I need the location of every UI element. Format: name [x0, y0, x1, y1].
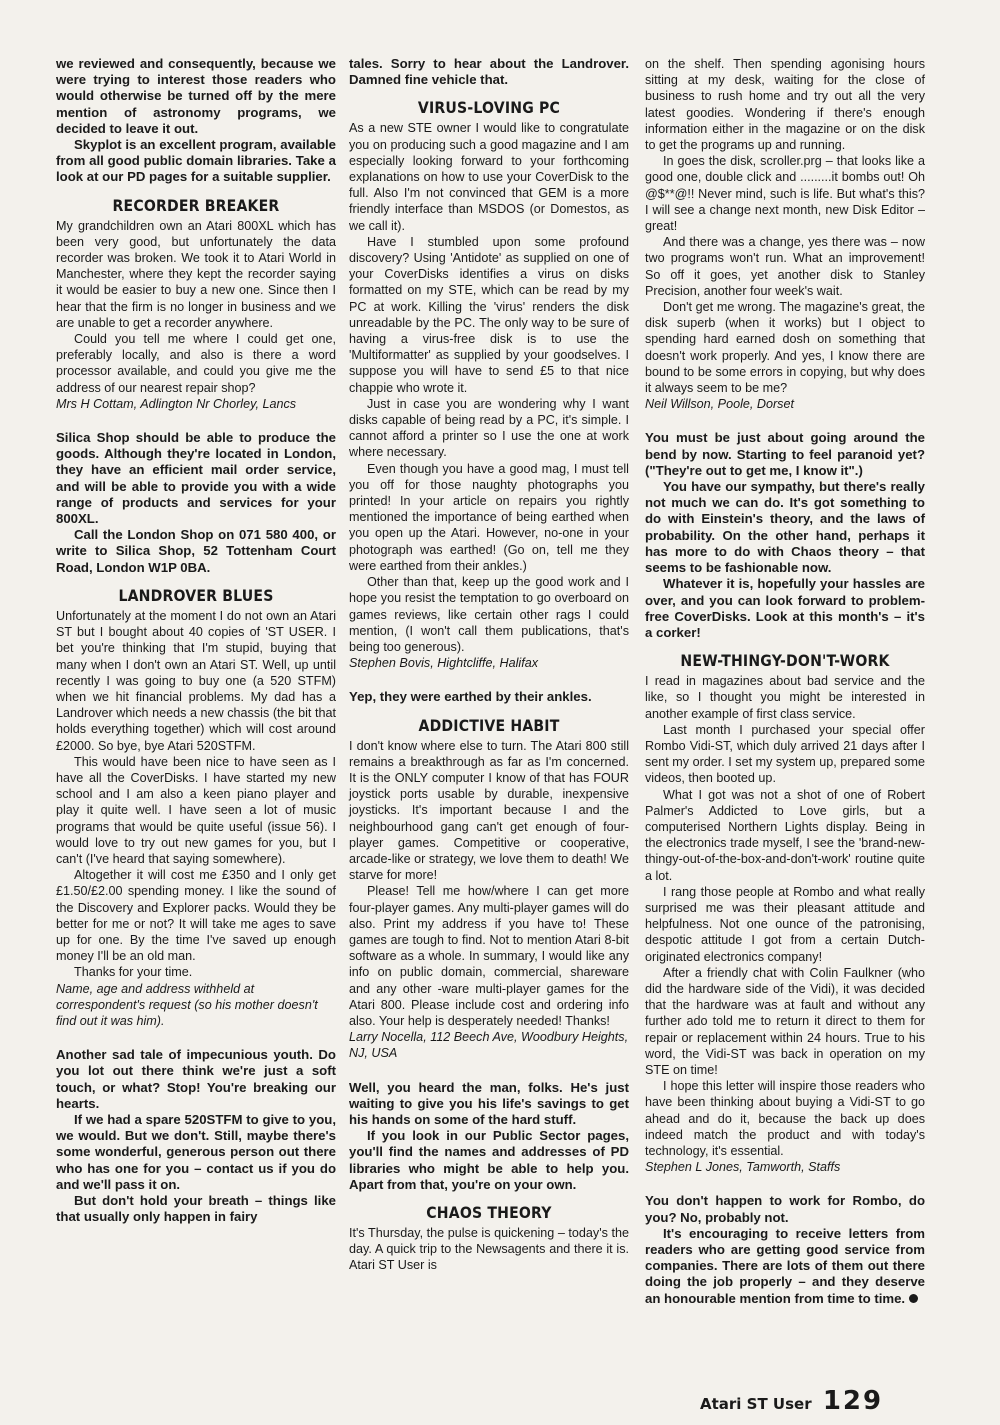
reply-text: Whatever it is, hopefully your hassles are over, and you can look forward to problem-free CoverDisks. Look at this month's – it's a corker!: [645, 576, 925, 640]
letter-text: As a new STE owner I would like to congratulate you on producing such a good magazine and I am especially looking forward to your forthcoming explanations on how to use your CoverDisk to the full. Also I'm not convinced that GEM is a more friendly interface than MSDOS (or Domestos, as we call it).: [349, 121, 629, 233]
letter-text: I read in magazines about bad service and the like, so I thought you might be interested in another example of first class service.: [645, 674, 925, 721]
letter-heading: VIRUS-LOVING PC: [417, 98, 561, 118]
letter-heading: NEW-THINGY-DON'T-WORK: [680, 651, 890, 671]
page-footer: [700, 1386, 883, 1416]
letter-signature: Neil Willson, Poole, Dorset: [645, 397, 794, 412]
letter-text: After a friendly chat with Colin Faulkner (who did the hardware side of the Vidi), it was decided that the hardware was at fault and without any further ado told me to return it direct to them for repair or replacement within 24 hours. True to his word, the Vidi-ST was back in operation on my STE on time!: [645, 965, 925, 1077]
letter-text: Other than that, keep up the good work and I hope you resist the temptation to go overboard on games reviews, like certain other rags I could mention, (I won't call them publications, that's being too generous).: [349, 575, 629, 654]
reply-text: Yep, they were earthed by their ankles.: [349, 689, 592, 705]
letter-text: Even though you have a good mag, I must tell you off for those naughty photographs you printed! In your article on repairs you rightly mentioned the importance of being earthed when you open up the Atari. However, no-one in your photograph was earthed! (Go on, tell me they were earthed from their ankles.): [349, 461, 629, 573]
letter-heading: LANDROVER BLUES: [118, 585, 274, 605]
reply-text: Silica Shop should be able to produce the goods. Although they're located in London, they have an efficient mail order service, and will be able to provide you with a wide range of products and services for your 800XL.: [56, 430, 336, 527]
reply-text: Skyplot is an excellent program, available from all good public domain libraries. Take a look at our PD pages for a suitable supplier.: [56, 137, 336, 185]
letter-text: What I got was not a shot of one of Robert Palmer's Addicted to Love girls, but a computerised Northern Lights display. Being in the electronics trade myself, I see the 'brand-new-thingy-out-of-the-box-and-don't-work' routine quite a lot.: [645, 787, 925, 883]
column-3: [645, 56, 925, 1307]
reply-text: If we had a spare 520STFM to give to you, we would. But we don't. Still, maybe there's some wonderful, generous person out there who has one for you – contact us if you do and we'll pass it on.: [56, 1111, 336, 1192]
reply-text: Another sad tale of impecunious youth. Do you lot out there think we're just a soft touch, or what? Stop! You're breaking our hearts.: [56, 1047, 336, 1111]
reply-text: [645, 1226, 925, 1307]
letter-text: Have I stumbled upon some profound discovery? Using 'Antidote' as supplied on one of your CoverDisks identifies a virus on disks formatted on my STE, which can be read by my PC at work. Killing the 'virus' renders the disk unreadable by the PC. The only way to be sure of having a virus-free disk is to use the 'Multiformatter' as supplied by your goodselves. I suppose you will have to send £5 to that nice chappie who wrote it.: [349, 234, 629, 395]
letter-text: Please! Tell me how/where I can get more four-player games. Any multi-player games will do also. Print my address if you have to! These games are tough to find. Not to mention Atari 8-bit software as a whole. In summary, I would like any info on public domain, commercial, shareware and any other -ware multi-player games for the Atari 800. Please include cost and ordering info also. Your help is desperately needed! Thanks!: [349, 884, 629, 1028]
letter-signature: Name, age and address withheld at correspondent's request (so his mother doesn't find out it was him).: [56, 981, 318, 1028]
letter-heading: CHAOS THEORY: [426, 1203, 552, 1222]
letter-text: It's Thursday, the pulse is quickening – today's the day. A quick trip to the Newsagents and there it is. Atari ST User is: [349, 1226, 629, 1273]
reply-text: If you look in our Public Sector pages, you'll find the names and addresses of PD libraries who might be able to help you. Apart from that, you're on your own.: [349, 1128, 629, 1192]
letter-signature: Mrs H Cottam, Adlington Nr Chorley, Lancs: [56, 396, 297, 411]
reply-text: You don't happen to work for Rombo, do you? No, probably not.: [645, 1193, 925, 1225]
end-mark-icon: [909, 1294, 918, 1303]
letter-text: on the shelf. Then spending agonising hours sitting at my desk, waiting for the close of business to rush home and try out all the very latest goodies. Wondering if there's enough information either in the magazine or on the disk to get the programs up and running.: [645, 57, 925, 153]
letter-signature: Stephen Bovis, Hightcliffe, Halifax: [349, 656, 538, 671]
reply-text: But don't hold your breath – things like that usually only happen in fairy: [56, 1193, 336, 1225]
reply-text: Call the London Shop on 071 580 400, or write to Silica Shop, 52 Tottenham Court Road, London W1P 0BA.: [56, 527, 336, 575]
column-2: [349, 56, 629, 1274]
letter-text: Thanks for your time.: [74, 965, 193, 980]
letter-text: Unfortunately at the moment I do not own an Atari ST but I bought about 40 copies of 'ST USER. I bet you're thinking that I'm stupid, buying that many when I don't own an Atari ST. Well, up until recently I was going to buy one (a 520 STFM) when we hit financial problems. My dad has a Landrover which needs a new chassis (the bit that holds everything together) which will cost around £2000. So bye, bye Atari 520STFM.: [56, 608, 336, 753]
letter-heading: RECORDER BREAKER: [112, 195, 280, 215]
letter-text: Last month I purchased your special offer Rombo Vidi-ST, which duly arrived 21 days after I sent my order. I set my system up, prepared some videos, then booted up.: [645, 722, 925, 786]
letter-text: I rang those people at Rombo and what really surprised me was their pleasant attitude and helpfulness. Not one ounce of the patronising, despotic attitude I got from a certain Dutch-originated electronics company!: [645, 884, 925, 964]
letter-text: I don't know where else to turn. The Atari 800 still remains a breakthrough as far as I'm concerned. It is the ONLY computer I know of that has FOUR joystick ports usable by durable, inexpensive joysticks. It's important because I and the neighbourhood gang can't get enough of four-player games. Competitive or cooperative, arcade-like or strategy, we love them to death! We starve for more!: [349, 738, 629, 883]
letter-text: Could you tell me where I could get one, preferably locally, and also is there a word processor available, and could you give me the address of our nearest repair shop?: [56, 332, 336, 395]
letter-text: Altogether it will cost me £350 and I only get £1.50/£2.00 spending money. I like the sound of the Discovery and Explorer packs. Would they be better for me or not? It will take me ages to save up for one. By the time I've saved up enough money I'll be an old man.: [56, 868, 336, 964]
letter-text: I hope this letter will inspire those readers who have been thinking about buying a Vidi-ST to go ahead and do it, because the back up does indeed match the product and with today's technology, it's essential.: [645, 1079, 925, 1158]
letter-signature: Stephen L Jones, Tamworth, Staffs: [645, 1160, 841, 1175]
reply-text: Well, you heard the man, folks. He's just waiting to give you his life's savings to get his hands on some of the hard stuff.: [349, 1079, 629, 1127]
letter-text: And there was a change, yes there was – now two programs won't run. What an improvement! So off it goes, yet another disk to Stanley Precision, another four week's wait.: [645, 235, 925, 298]
letter-text: Just in case you are wondering why I want disks capable of being read by a PC, it's simple. I cannot afford a printer so I use the one at work where necessary.: [349, 396, 629, 460]
magazine-name: Atari ST User: [700, 1395, 812, 1413]
page-number: 129: [822, 1386, 884, 1416]
reply-text: You must be just about going around the bend by now. Starting to feel paranoid yet? ("They're out to get me, I know it".): [645, 430, 925, 478]
reply-text: we reviewed and consequently, because we were trying to interest those readers who would otherwise be turned off by the mere mention of astronomy programs, we decided to leave it out.: [56, 56, 336, 136]
letter-signature: Larry Nocella, 112 Beech Ave, Woodbury Heights, NJ, USA: [349, 1030, 629, 1061]
reply-text-content: It's encouraging to receive letters from readers who are getting good service from companies. There are lots of them out there doing the job properly – and they deserve an honourable mention from time to time.: [645, 1225, 925, 1306]
letter-text: Don't get me wrong. The magazine's great, the disk superb (when it works) but I object to spending hard earned dosh on something that doesn't work properly. And yes, I know there are bound to be some errors in copying, but why does it always seem to be me?: [645, 300, 925, 396]
column-1: [56, 56, 336, 1225]
letter-text: My grandchildren own an Atari 800XL which has been very good, but unfortunately the data recorder was broken. We took it to Atari World in Manchester, where they kept the recorder saying it would be easier to buy a new one. Since then I hear that the firm is no longer in business and we are unable to get a recorder anywhere.: [56, 218, 336, 330]
reply-text: You have our sympathy, but there's really not much we can do. It's got something to do with Einstein's theory, and the laws of probability. On the other hand, perhaps it has more to do with Chaos theory – that seems to be fashionable now.: [645, 479, 925, 576]
letter-text: In goes the disk, scroller.prg – that looks like a good one, double click and .........it bombs out! Oh @$**@!! Never mind, such is life. But what's this? I will see a change next month, new Disk Editor – great!: [645, 154, 925, 234]
letter-heading: ADDICTIVE HABIT: [418, 715, 560, 735]
reply-text: tales. Sorry to hear about the Landrover. Damned fine vehicle that.: [349, 56, 629, 88]
letter-text: This would have been nice to have seen as I have all the CoverDisks. I have started my new school and I am also a keen piano player and play it quite well. I have seen a lot of music programs that would be quite useful (issue 56). I would love to try out new games for you, but I can't (I've heard that saying somewhere).: [56, 754, 336, 866]
